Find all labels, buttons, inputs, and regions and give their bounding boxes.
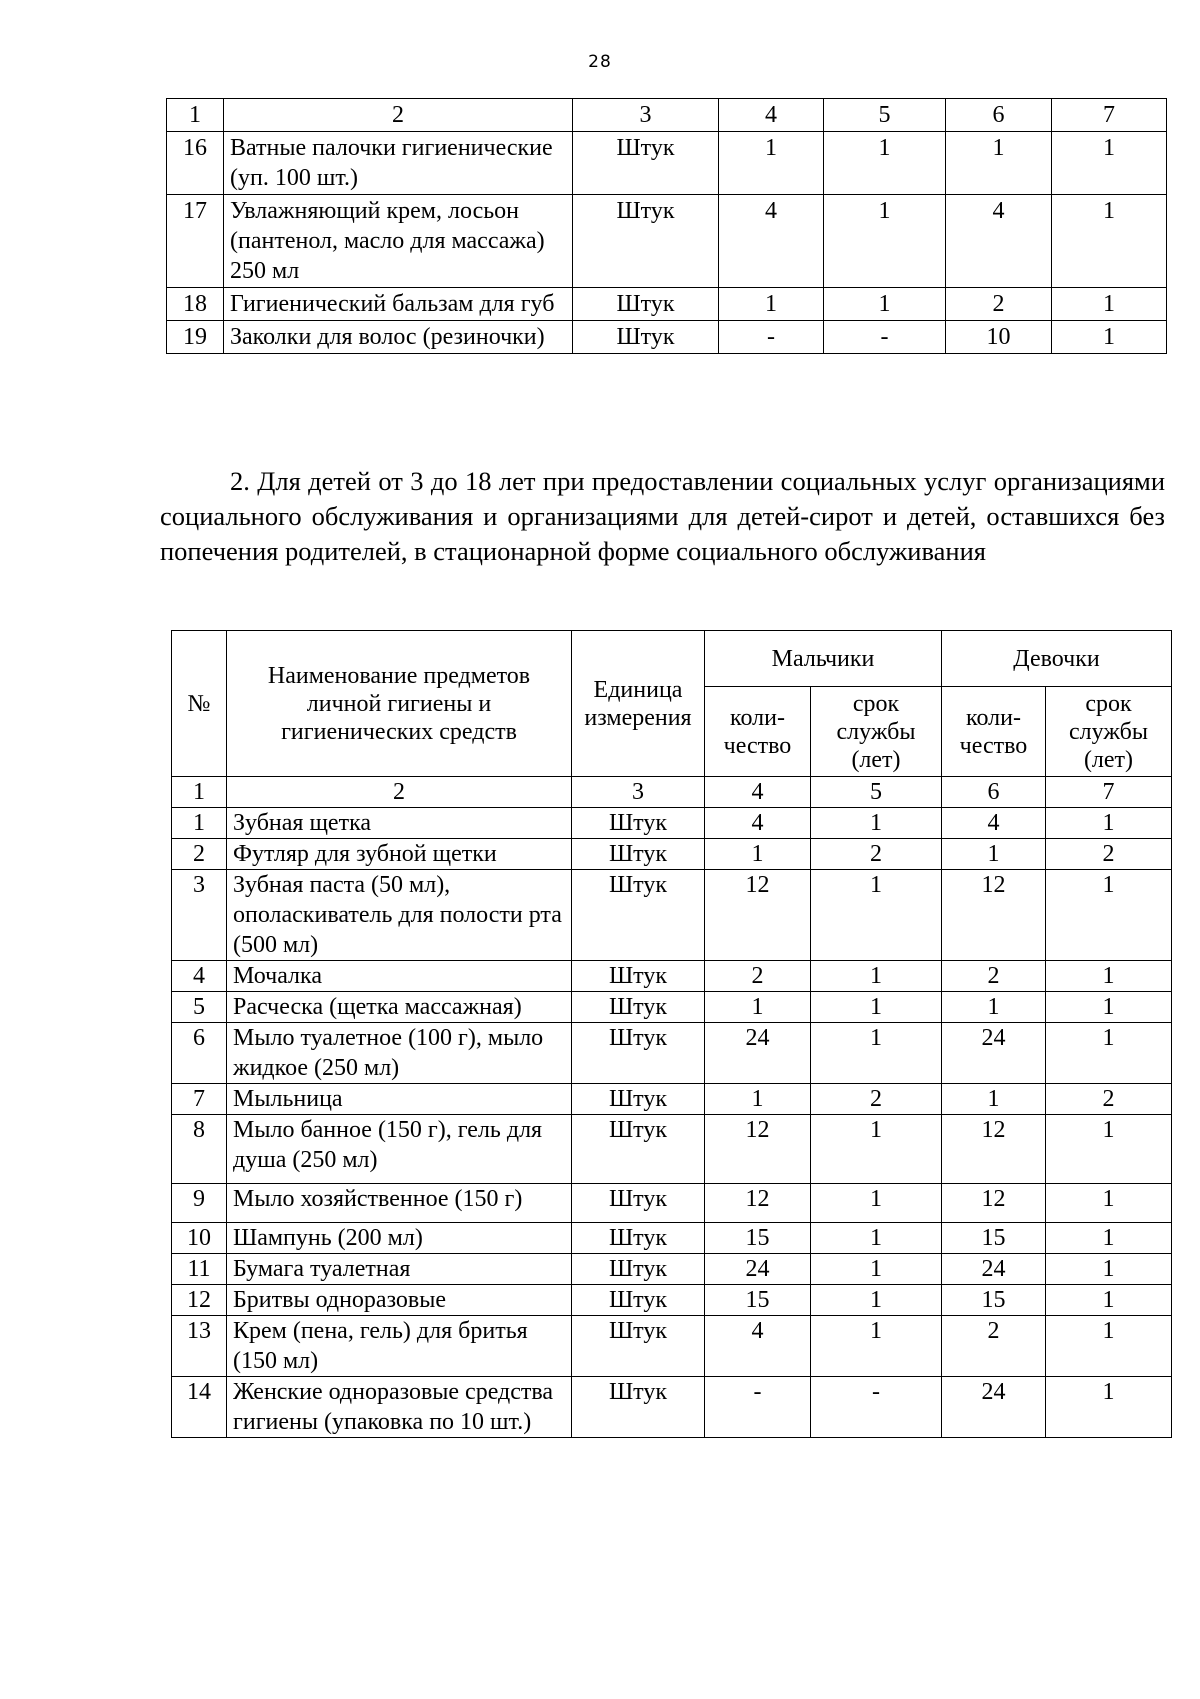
unit: Штук <box>572 1254 705 1285</box>
column-number: 6 <box>942 777 1046 808</box>
column-number: 3 <box>572 777 705 808</box>
boys-term: 2 <box>811 839 942 870</box>
table-row <box>172 1316 1172 1377</box>
boys-quantity: 12 <box>705 870 811 961</box>
girls-quantity: 1 <box>942 992 1046 1023</box>
item-name: Увлажняющий крем, лосьон (пантенол, масло для массажа) 250 мл <box>224 195 573 288</box>
item-name: Бумага туалетная <box>227 1254 572 1285</box>
boys-quantity: 15 <box>705 1285 811 1316</box>
table-row <box>167 288 1167 321</box>
table-row <box>172 1184 1172 1223</box>
table-row <box>172 839 1172 870</box>
row-number: 11 <box>172 1254 227 1285</box>
boys-term: 1 <box>811 961 942 992</box>
unit: Штук <box>573 288 719 321</box>
girls-term: 1 <box>1046 1023 1172 1084</box>
table-row <box>172 808 1172 839</box>
header-girls-quantity: коли-чество <box>942 687 1046 777</box>
boys-quantity: - <box>719 321 824 354</box>
header-unit: Единица измерения <box>572 631 705 777</box>
unit: Штук <box>573 132 719 195</box>
boys-term: 1 <box>824 195 946 288</box>
column-number: 3 <box>573 99 719 132</box>
header-girls-term: срок службы (лет) <box>1046 687 1172 777</box>
column-number: 4 <box>705 777 811 808</box>
table-row <box>172 1377 1172 1438</box>
column-number: 2 <box>224 99 573 132</box>
boys-quantity: 1 <box>705 1084 811 1115</box>
item-name: Бритвы одноразовые <box>227 1285 572 1316</box>
header-number: № <box>172 631 227 777</box>
girls-term: 1 <box>1046 870 1172 961</box>
column-number-row <box>172 777 1172 808</box>
girls-quantity: 15 <box>942 1285 1046 1316</box>
column-number: 4 <box>719 99 824 132</box>
boys-quantity: 24 <box>705 1023 811 1084</box>
girls-term: 1 <box>1046 1316 1172 1377</box>
girls-term: 1 <box>1046 808 1172 839</box>
unit: Штук <box>573 195 719 288</box>
header-girls: Девочки <box>942 631 1172 687</box>
boys-term: - <box>824 321 946 354</box>
boys-quantity: 1 <box>719 288 824 321</box>
row-number: 9 <box>172 1184 227 1223</box>
unit: Штук <box>572 1184 705 1223</box>
header-boys: Мальчики <box>705 631 942 687</box>
column-number: 6 <box>946 99 1052 132</box>
boys-term: 1 <box>811 1254 942 1285</box>
girls-term: 1 <box>1052 288 1167 321</box>
unit: Штук <box>572 961 705 992</box>
item-name: Футляр для зубной щетки <box>227 839 572 870</box>
boys-quantity: 4 <box>719 195 824 288</box>
table-row <box>172 961 1172 992</box>
girls-quantity: 12 <box>942 1115 1046 1184</box>
girls-term: 1 <box>1046 1377 1172 1438</box>
item-name: Крем (пена, гель) для бритья (150 мл) <box>227 1316 572 1377</box>
girls-quantity: 24 <box>942 1254 1046 1285</box>
girls-quantity: 2 <box>942 961 1046 992</box>
girls-quantity: 24 <box>942 1377 1046 1438</box>
boys-quantity: 24 <box>705 1254 811 1285</box>
boys-term: 1 <box>811 1023 942 1084</box>
row-number: 17 <box>167 195 224 288</box>
girls-term: 1 <box>1046 961 1172 992</box>
girls-quantity: 2 <box>942 1316 1046 1377</box>
row-number: 14 <box>172 1377 227 1438</box>
row-number: 4 <box>172 961 227 992</box>
girls-term: 1 <box>1046 1285 1172 1316</box>
row-number: 10 <box>172 1223 227 1254</box>
girls-term: 1 <box>1046 992 1172 1023</box>
item-name: Ватные палочки гигиенические (уп. 100 шт.) <box>224 132 573 195</box>
girls-term: 1 <box>1052 195 1167 288</box>
row-number: 7 <box>172 1084 227 1115</box>
boys-term: 1 <box>811 870 942 961</box>
boys-quantity: 1 <box>719 132 824 195</box>
girls-term: 2 <box>1046 839 1172 870</box>
table-row <box>172 992 1172 1023</box>
row-number: 16 <box>167 132 224 195</box>
girls-term: 1 <box>1046 1254 1172 1285</box>
table-row <box>172 1285 1172 1316</box>
column-number: 7 <box>1052 99 1167 132</box>
boys-quantity: 4 <box>705 808 811 839</box>
girls-quantity: 12 <box>942 870 1046 961</box>
boys-quantity: 1 <box>705 992 811 1023</box>
girls-quantity: 2 <box>946 288 1052 321</box>
boys-term: 1 <box>824 132 946 195</box>
unit: Штук <box>572 992 705 1023</box>
girls-quantity: 12 <box>942 1184 1046 1223</box>
boys-term: 1 <box>811 1115 942 1184</box>
boys-quantity: 4 <box>705 1316 811 1377</box>
hygiene-table-continued <box>166 98 1167 354</box>
boys-quantity: 15 <box>705 1223 811 1254</box>
item-name: Заколки для волос (резиночки) <box>224 321 573 354</box>
row-number: 1 <box>172 808 227 839</box>
boys-quantity: - <box>705 1377 811 1438</box>
item-name: Мыльница <box>227 1084 572 1115</box>
row-number: 19 <box>167 321 224 354</box>
boys-quantity: 1 <box>705 839 811 870</box>
girls-quantity: 4 <box>946 195 1052 288</box>
boys-term: - <box>811 1377 942 1438</box>
table-row <box>172 1115 1172 1184</box>
unit: Штук <box>572 870 705 961</box>
header-boys-term: срок службы (лет) <box>811 687 942 777</box>
row-number: 5 <box>172 992 227 1023</box>
girls-quantity: 4 <box>942 808 1046 839</box>
boys-term: 2 <box>811 1084 942 1115</box>
girls-term: 1 <box>1052 132 1167 195</box>
table-header-row <box>167 99 1167 132</box>
girls-quantity: 15 <box>942 1223 1046 1254</box>
boys-term: 1 <box>811 1316 942 1377</box>
item-name: Мыло туалетное (100 г), мыло жидкое (250 мл) <box>227 1023 572 1084</box>
column-number: 7 <box>1046 777 1172 808</box>
unit: Штук <box>572 839 705 870</box>
unit: Штук <box>572 1377 705 1438</box>
item-name: Мыло банное (150 г), гель для душа (250 мл) <box>227 1115 572 1184</box>
item-name: Мочалка <box>227 961 572 992</box>
item-name: Гигиенический бальзам для губ <box>224 288 573 321</box>
boys-term: 1 <box>811 992 942 1023</box>
row-number: 13 <box>172 1316 227 1377</box>
girls-quantity: 10 <box>946 321 1052 354</box>
girls-term: 2 <box>1046 1084 1172 1115</box>
girls-quantity: 1 <box>942 1084 1046 1115</box>
unit: Штук <box>572 1316 705 1377</box>
boys-quantity: 12 <box>705 1115 811 1184</box>
item-name: Зубная щетка <box>227 808 572 839</box>
item-name: Мыло хозяйственное (150 г) <box>227 1184 572 1223</box>
item-name: Шампунь (200 мл) <box>227 1223 572 1254</box>
table-row <box>172 1023 1172 1084</box>
hygiene-table-children-3-18 <box>171 630 1172 1438</box>
table-row <box>167 132 1167 195</box>
item-name: Зубная паста (50 мл), ополаскиватель для полости рта (500 мл) <box>227 870 572 961</box>
row-number: 3 <box>172 870 227 961</box>
table-row <box>167 321 1167 354</box>
boys-term: 1 <box>811 808 942 839</box>
column-number: 2 <box>227 777 572 808</box>
column-number: 1 <box>172 777 227 808</box>
unit: Штук <box>572 1023 705 1084</box>
page-number: 28 <box>588 52 612 72</box>
boys-term: 1 <box>824 288 946 321</box>
item-name: Расческа (щетка массажная) <box>227 992 572 1023</box>
table-row <box>172 1254 1172 1285</box>
table-row <box>167 195 1167 288</box>
girls-term: 1 <box>1046 1115 1172 1184</box>
header-boys-quantity: коли-чество <box>705 687 811 777</box>
table-row <box>172 1084 1172 1115</box>
girls-term: 1 <box>1052 321 1167 354</box>
header-item-name: Наименование предметов личной гигиены и гигиенических средств <box>227 631 572 777</box>
row-number: 18 <box>167 288 224 321</box>
unit: Штук <box>573 321 719 354</box>
row-number: 12 <box>172 1285 227 1316</box>
row-number: 6 <box>172 1023 227 1084</box>
boys-term: 1 <box>811 1184 942 1223</box>
column-number: 5 <box>824 99 946 132</box>
unit: Штук <box>572 1115 705 1184</box>
column-number: 1 <box>167 99 224 132</box>
girls-quantity: 1 <box>946 132 1052 195</box>
unit: Штук <box>572 1084 705 1115</box>
boys-term: 1 <box>811 1285 942 1316</box>
girls-term: 1 <box>1046 1223 1172 1254</box>
unit: Штук <box>572 1285 705 1316</box>
boys-term: 1 <box>811 1223 942 1254</box>
row-number: 8 <box>172 1115 227 1184</box>
column-number: 5 <box>811 777 942 808</box>
unit: Штук <box>572 808 705 839</box>
boys-quantity: 12 <box>705 1184 811 1223</box>
girls-quantity: 24 <box>942 1023 1046 1084</box>
table-row <box>172 870 1172 961</box>
unit: Штук <box>572 1223 705 1254</box>
boys-quantity: 2 <box>705 961 811 992</box>
girls-quantity: 1 <box>942 839 1046 870</box>
item-name: Женские одноразовые средства гигиены (упаковка по 10 шт.) <box>227 1377 572 1438</box>
table-row <box>172 1223 1172 1254</box>
girls-term: 1 <box>1046 1184 1172 1223</box>
row-number: 2 <box>172 839 227 870</box>
section-2-paragraph: 2. Для детей от 3 до 18 лет при предоставлении социальных услуг организациями социального обслуживания и организациями для детей-сирот и детей, оставшихся без попечения родителей, в стационарной форме социального обслуживания <box>160 466 1165 566</box>
